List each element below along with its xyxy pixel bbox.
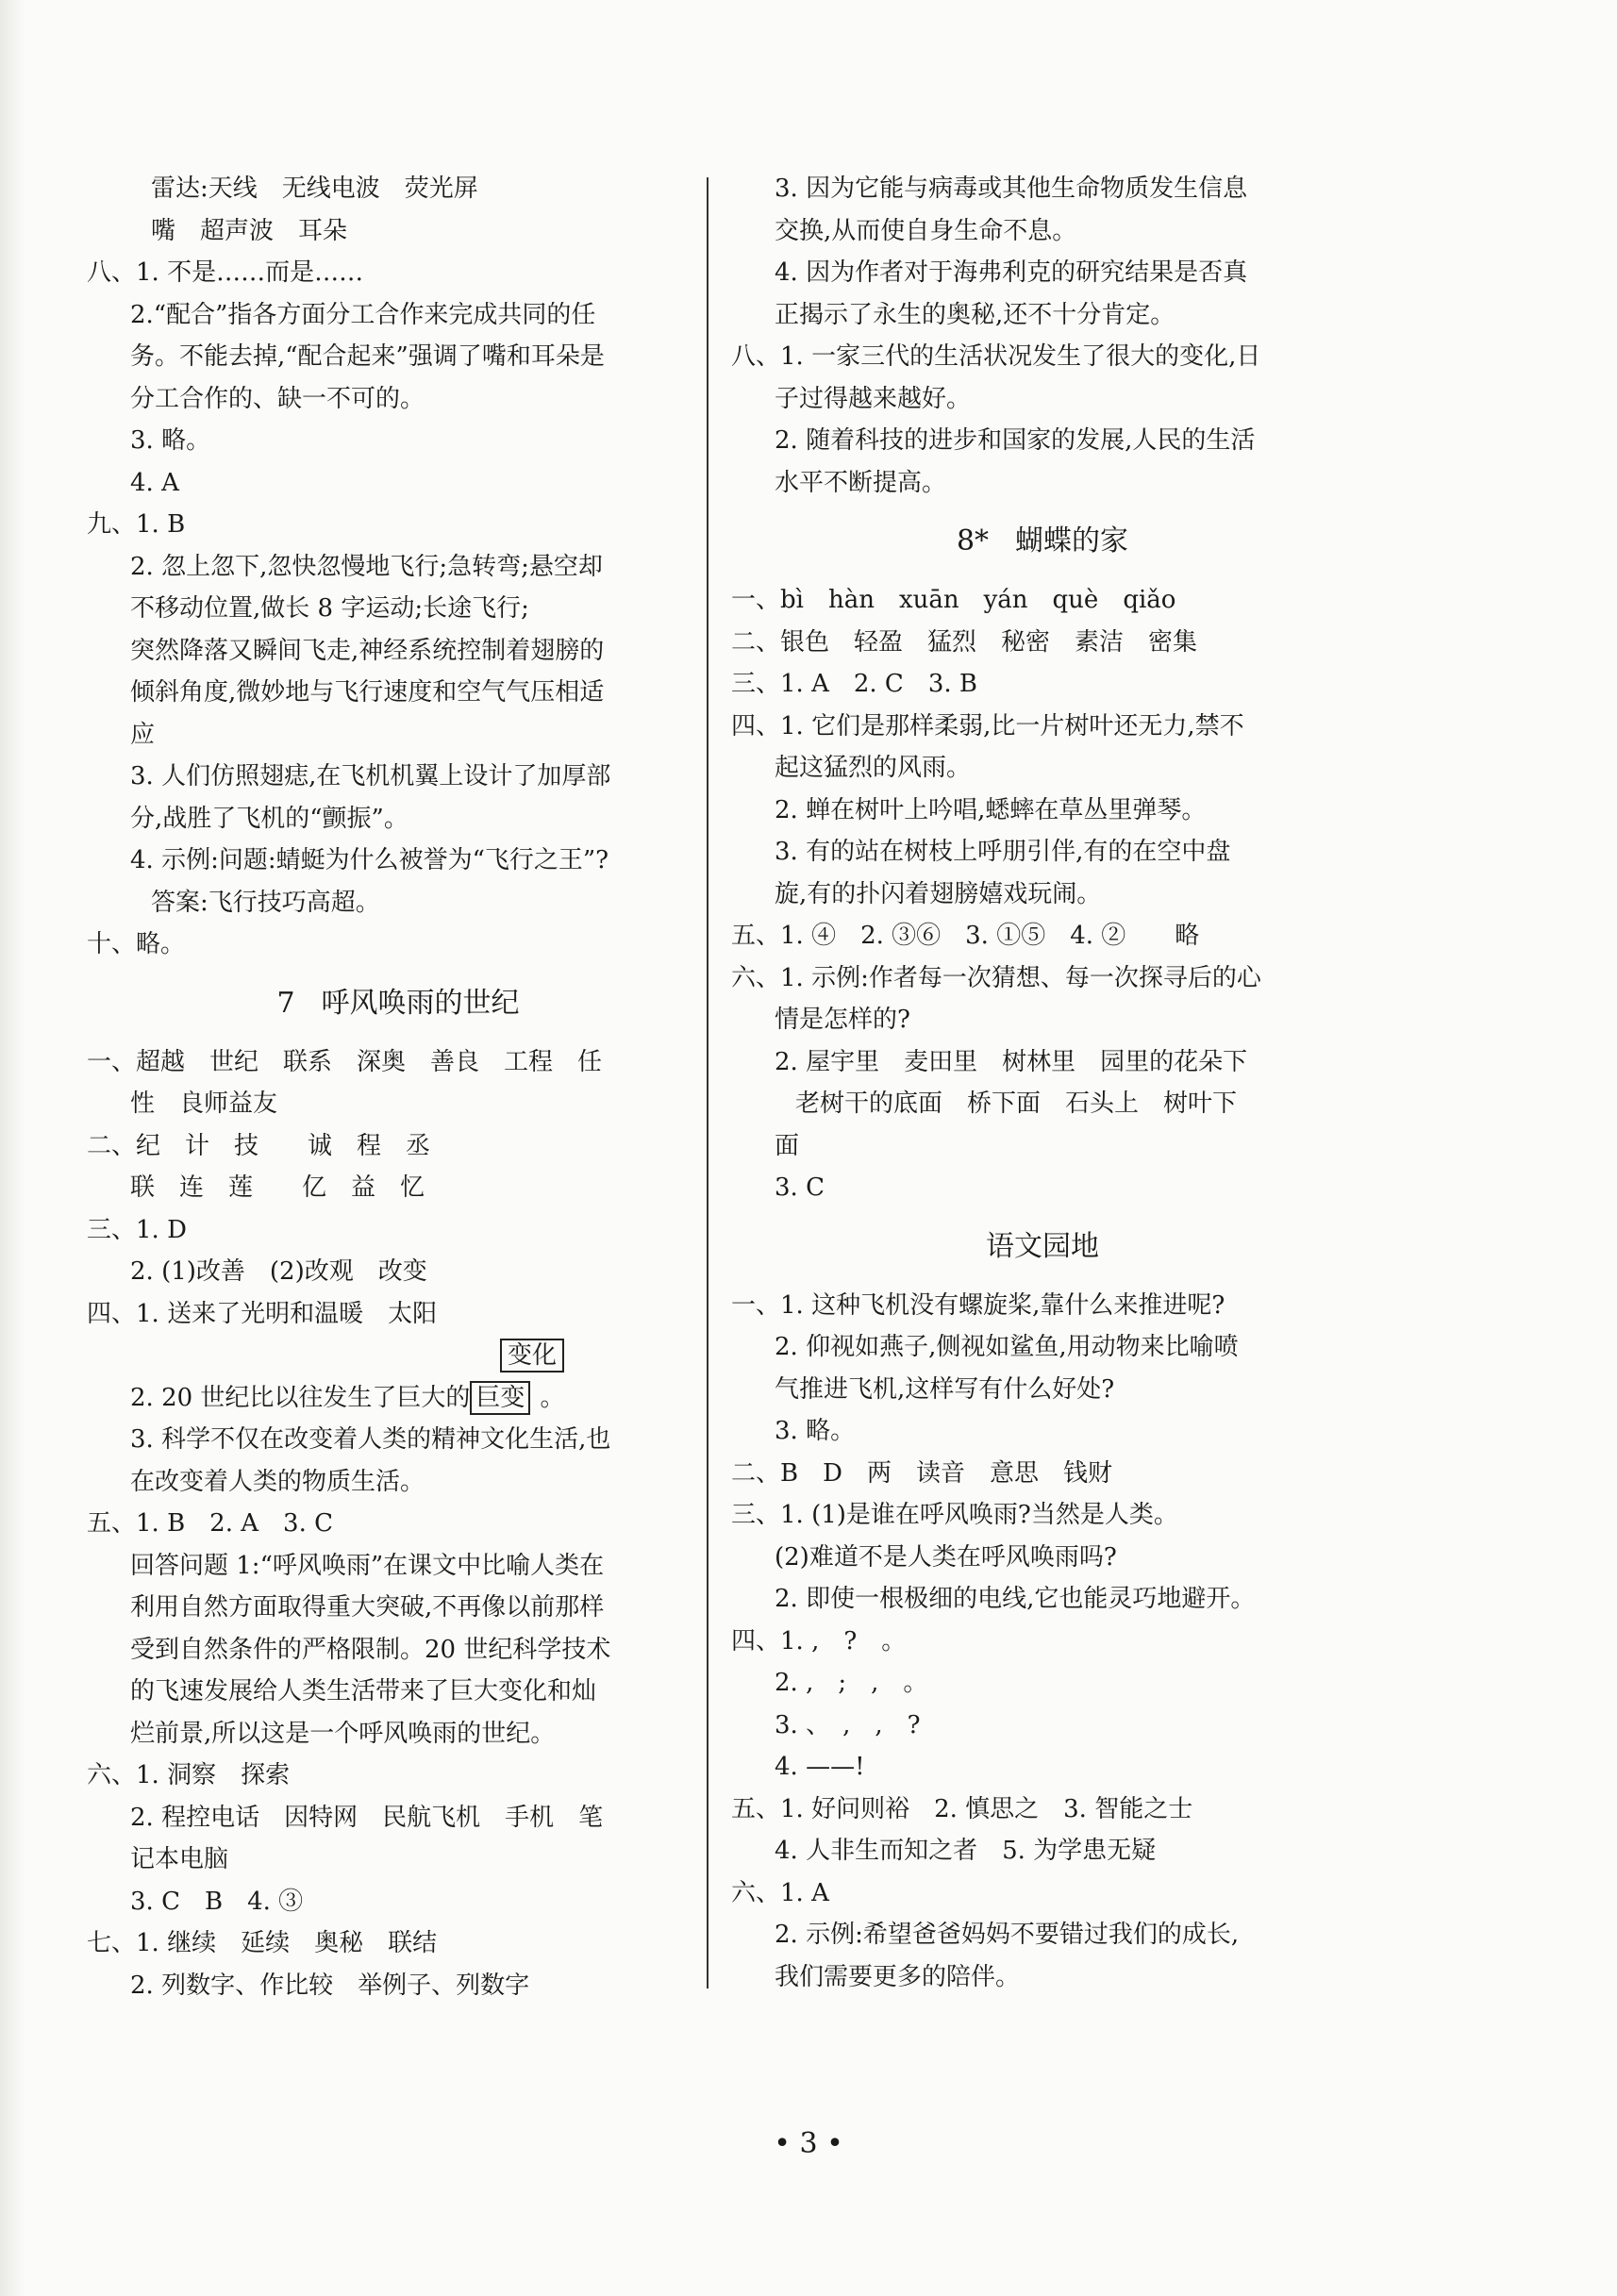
answer-line: 4. 因为作者对于海弗利克的研究结果是否真 (775, 258, 1248, 287)
answer-line: 六、1. 示例:作者每一次猜想、每一次探寻后的心 (731, 963, 1261, 992)
answer-line: 三、1. A 2. C 3. B (731, 670, 977, 698)
answer-line: 旋,有的扑闪着翅膀嬉戏玩闹。 (775, 879, 1102, 908)
scan-edge (0, 0, 25, 2296)
answer-line: 记本电脑 (130, 1845, 229, 1873)
answer-line: 4. 人非生而知之者 5. 为学患无疑 (775, 1837, 1157, 1865)
lesson-title: 呼风唤雨的世纪 (321, 986, 520, 1020)
answer-line: 水平不断提高。 (775, 468, 947, 497)
answer-line: 八、1. 不是……而是…… (87, 258, 364, 287)
answer-line: 四、1. 它们是那样柔弱,比一片树叶还无力,禁不 (731, 711, 1244, 740)
answer-line: 气推进飞机,这样写有什么好处? (775, 1374, 1115, 1404)
lesson-number: 8* (956, 524, 990, 557)
lesson-number: 7 (276, 986, 295, 1020)
answer-line: 3. 因为它能与病毒或其他生命物质发生信息 (775, 175, 1248, 203)
answer-line: 五、1. B 2. A 3. C (87, 1509, 333, 1538)
answer-line: 4. 示例:问题:蜻蜓为什么被誉为“飞行之王”? (130, 846, 609, 874)
answer-line: 4. ——! (775, 1753, 865, 1781)
answer-line: 倾斜角度,微妙地与飞行速度和空气气压相适 (130, 678, 605, 707)
answer-line: 十、略。 (87, 930, 186, 958)
lesson-7-heading (87, 966, 709, 1041)
answer-line: 利用自然方面取得重大突破,不再像以前那样 (130, 1593, 605, 1622)
answer-line: 3. C B 4. ③ (130, 1887, 304, 1916)
answer-line: 我们需要更多的陪伴。 (775, 1962, 1021, 1991)
answer-line: 3. 略。 (130, 426, 211, 455)
answer-line: 回答问题 1:“呼风唤雨”在课文中比喻人类在 (130, 1551, 605, 1580)
answer-line: 六、1. A (731, 1878, 829, 1907)
answer-line: 七、1. 继续 延续 奥秘 联结 (87, 1929, 438, 1957)
answer-line: 性 良师益友 (130, 1090, 278, 1118)
answer-line: 二、银色 轻盈 猛烈 秘密 素洁 密集 (731, 627, 1198, 657)
answer-line: 分工合作的、缺一不可的。 (130, 384, 425, 413)
answer-line: 2. 仰视如燕子,侧视如鲨鱼,用动物来比喻喷 (775, 1333, 1239, 1361)
answer-line: 突然降落又瞬间飞走,神经系统控制着翅膀的 (130, 636, 605, 665)
answer-line: 3. 略。 (775, 1417, 856, 1445)
answer-line: 联 连 莲 亿 益 忆 (130, 1173, 425, 1202)
answer-line: 3. 有的站在树枝上呼朋引伴,有的在空中盘 (775, 838, 1231, 866)
answer-line: 不移动位置,做长 8 字运动;长途飞行; (130, 594, 529, 623)
answer-line: 子过得越来越好。 (775, 384, 972, 413)
page-number: • 3 • (774, 2127, 843, 2160)
answer-line: 面 (775, 1131, 800, 1160)
answer-line: 正揭示了永生的奥秘,还不十分肯定。 (775, 300, 1175, 329)
answer-line: 3. 、 , , ? (775, 1710, 921, 1739)
answer-line: 2. 程控电话 因特网 民航飞机 手机 笔 (130, 1803, 604, 1832)
answer-line: 受到自然条件的严格限制。20 世纪科学技术 (130, 1635, 611, 1664)
answer-line: 九、1. B (87, 510, 186, 539)
answer-line: 在改变着人类的物质生活。 (130, 1467, 425, 1496)
answer-line: 烂前景,所以这是一个呼风唤雨的世纪。 (130, 1719, 556, 1748)
right-answer-block-3 (731, 1285, 1354, 1999)
answer-line: 2.“配合”指各方面分工合作来完成共同的任 (130, 300, 596, 329)
answer-line: 2. (1)改善 (2)改观 改变 (130, 1257, 427, 1286)
answer-line: 六、1. 洞察 探索 (87, 1761, 291, 1789)
answer-line: 2. 列数字、作比较 举例子、列数字 (130, 1971, 530, 2000)
answer-line: 2. 示例:希望爸爸妈妈不要错过我们的成长, (775, 1921, 1240, 1949)
lesson-title: 蝴蝶的家 (1015, 524, 1129, 557)
answer-line: 情是怎样的? (775, 1006, 910, 1034)
answer-line: 务。不能去掉,“配合起来”强调了嘴和耳朵是 (130, 342, 605, 371)
answer-line: 应 (130, 720, 156, 749)
answer-line: 2. 蝉在树叶上吟唱,蟋蟀在草丛里弹琴。 (775, 795, 1207, 824)
left-column (87, 168, 709, 2006)
answer-line: 2. 即使一根极细的电线,它也能灵巧地避开。 (775, 1585, 1256, 1613)
left-answer-block-2 (87, 1041, 709, 1336)
right-answer-block-2 (731, 579, 1354, 1209)
answer-line: 雷达:天线 无线电波 荧光屏 (151, 175, 478, 203)
left-answer-block-1 (87, 168, 709, 966)
correction-box: 变化 (500, 1339, 564, 1373)
answer-line: 八、1. 一家三代的生活状况发生了很大的变化,日 (731, 342, 1261, 371)
answer-line: 3. 人们仿照翅痣,在飞机机翼上设计了加厚部 (130, 762, 611, 790)
answer-line: 4. A (130, 468, 179, 497)
answer-line: 五、1. ④ 2. ③⑥ 3. ①⑤ 4. ② 略 (731, 922, 1200, 950)
answer-line: 五、1. 好问则裕 2. 慎思之 3. 智能之士 (731, 1794, 1193, 1823)
left-answer-block-3 (87, 1419, 709, 2006)
answer-line: 3. 科学不仅在改变着人类的精神文化生活,也 (130, 1425, 611, 1454)
answer-line: 三、1. D (87, 1215, 187, 1244)
section-title: 语文园地 (986, 1229, 1099, 1263)
right-column (731, 168, 1354, 1998)
chinese-garden-heading (731, 1209, 1354, 1285)
answer-line: 2. , ; , 。 (775, 1669, 928, 1697)
answer-line: 一、1. 这种飞机没有螺旋桨,靠什么来推进呢? (731, 1290, 1225, 1320)
answer-line: 答案:飞行技巧高超。 (151, 888, 380, 917)
answer-line: 三、1. (1)是谁在呼风唤雨?当然是人类。 (731, 1501, 1178, 1529)
answer-line: 交换,从而使自身生命不息。 (775, 216, 1077, 245)
answer-line: 二、纪 计 技 诚 程 丞 (87, 1131, 431, 1160)
answer-line: 分,战胜了飞机的“颤振”。 (130, 804, 408, 833)
answer-line: 一、超越 世纪 联系 深奥 善良 工程 任 (87, 1047, 603, 1076)
answer-line: (2)难道不是人类在呼风唤雨吗? (775, 1542, 1117, 1572)
answer-line: 四、1. , ? 。 (731, 1626, 907, 1655)
answer-line: 的飞速发展给人类生活带来了巨大变化和灿 (130, 1677, 597, 1705)
answer-line: 二、B D 两 读音 意思 钱财 (731, 1458, 1112, 1488)
answer-line: 2. 屋宇里 麦田里 树林里 园里的花朵下 (775, 1047, 1248, 1076)
answer-line: 一、bì hàn xuān yán què qiǎo (731, 586, 1176, 614)
answer-line: 起这猛烈的风雨。 (775, 754, 972, 782)
answer-line: 3. C (775, 1173, 825, 1202)
lesson-8-heading (731, 504, 1354, 579)
answer-line: 四、1. 送来了光明和温暖 太阳 (87, 1299, 438, 1328)
answer-line: 嘴 超声波 耳朵 (151, 216, 348, 245)
answer-line: 2. 随着科技的进步和国家的发展,人民的生活 (775, 426, 1256, 455)
correction-line-suffix: 。 (540, 1383, 565, 1412)
correction-line-prefix: 2. 20 世纪比以往发生了巨大的 (130, 1383, 471, 1412)
boxed-word: 巨变 (470, 1381, 530, 1415)
answer-line: 老树干的底面 桥下面 石头上 树叶下 (795, 1090, 1238, 1118)
correction-line (87, 1335, 709, 1419)
right-answer-block-1 (731, 168, 1354, 504)
answer-line: 2. 忽上忽下,忽快忽慢地飞行;急转弯;悬空却 (130, 552, 603, 581)
